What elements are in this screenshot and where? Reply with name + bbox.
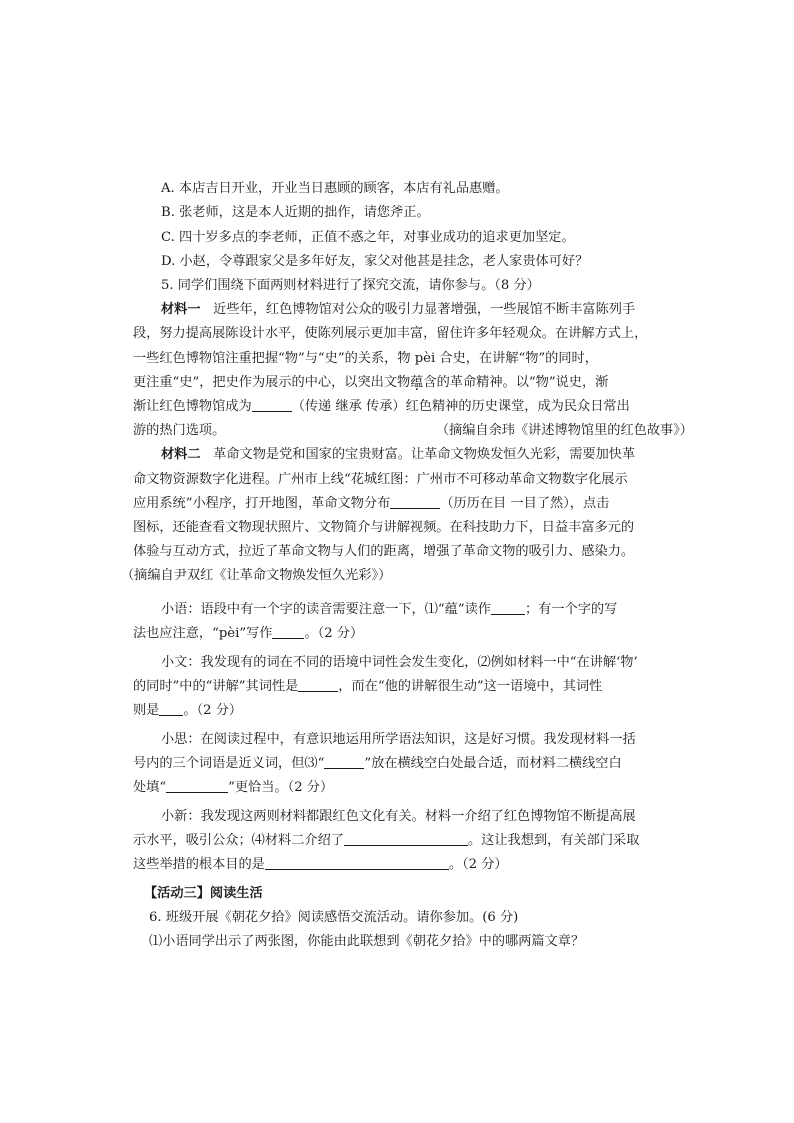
xiaosi-line-1: 小思：在阅读过程中，有意识地运用所学语法知识，这是好习惯。我发现材料一括 [161, 732, 636, 747]
q4-option-c: C. 四十岁多点的李老师，正值不惑之年，对事业成功的追求更加坚定。 [161, 230, 575, 245]
xiaosi-text-3a: 处填“ [133, 780, 167, 795]
xiaoyu-line-2 [133, 622, 693, 646]
xiaowen-text-3b: 。（2 分） [183, 703, 243, 718]
q6-stem: 6. 班级开展《朝花夕拾》阅读感悟交流活动。请你参加。(6 分) [149, 910, 519, 925]
blank-fundamental-purpose[interactable] [265, 855, 449, 870]
xiaoyu-text-1a: 小语：语段中有一个字的读音需要注意一下，⑴“蕴”读作 [161, 602, 491, 617]
xiaoyu-line-1 [161, 598, 693, 622]
xiaowen-text-2a: 的同时”中的“讲解”其词性是 [133, 679, 299, 694]
xiaosi-text-3b: ”更恰当。（2 分） [228, 780, 334, 795]
xiaoxin-text-3a: 这些举措的根本目的是 [133, 857, 265, 872]
blank-word-choice-1[interactable] [324, 754, 364, 769]
material-one-line-4 [133, 371, 693, 395]
q4-option-b: B. 张老师，这是本人近期的拙作，请您斧正。 [161, 205, 430, 220]
xiaosi-line-3 [133, 776, 693, 800]
material-one-line-5 [133, 395, 693, 419]
material-two-line-5: 体验与互动方式，拉近了革命文物与人们的距离，增强了革命文物的吸引力、感染力。 [133, 544, 635, 559]
blank-material-two[interactable] [390, 494, 440, 509]
blank-material-two-summary[interactable] [344, 831, 468, 846]
material-two-line-2: 命文物资源数字化进程。广州市上线“花城红图：广州市不可移动革命文物数字化展示 [133, 472, 628, 487]
xiaoxin-text-2b: 。这让我想到，有关部门采取 [468, 833, 640, 848]
xiaowen-line-2 [133, 675, 693, 699]
xiaoxin-line-2 [133, 829, 693, 853]
xiaowen-text-2b: ，而在“他的讲解很生动”这一语境中，其词性 [338, 679, 603, 694]
activity-three-heading: 【活动三】阅读生活 [144, 886, 263, 901]
blank-part-of-speech-2[interactable] [159, 701, 183, 716]
material-two-label: 材料二 [161, 447, 201, 462]
emphasized-char: 蕴 [410, 375, 424, 390]
q4-option-d: D. 小赵，令尊跟家父是多年好友，家父对他甚是挂念，老人家贵体可好？ [161, 254, 589, 269]
material-one-text-4: 更注重“史”，把史作为展示的中心，以突出文物 [133, 375, 411, 390]
xiaoxin-text-2a: 示水平，吸引公众；⑷材料二介绍了 [133, 833, 344, 848]
material-two-line-1 [161, 443, 693, 467]
material-two-text-3b: （历历在目 一目了然），点击 [440, 496, 610, 511]
material-one-line-2: 段，努力提高展陈设计水平，使陈列展示更加丰富，留住许多年轻观众。在讲解方式上， [133, 326, 648, 341]
blank-character[interactable] [272, 624, 304, 639]
blank-word-choice-2[interactable] [166, 778, 228, 793]
material-two-text-1: 革命文物是党和国家的宝贵财富。让革命文物焕发恒久光彩，需要加快革 [213, 447, 636, 462]
xiaoyu-text-2b: 。（2 分） [304, 626, 364, 641]
q4-option-a: A. 本店吉日开业，开业当日惠顾的顾客，本店有礼品惠赠。 [161, 181, 509, 196]
xiaoxin-text-3b: 。（2 分） [448, 857, 508, 872]
material-two-line-3 [133, 492, 693, 516]
material-one-text-5b: （传递 继承 传承）红色精神的历史课堂，成为民众日常出 [291, 399, 630, 414]
xiaowen-text-3a: 则是 [133, 703, 160, 718]
material-two-source: （摘编自尹双红《让革命文物焕发恒久光彩》） [121, 568, 392, 583]
xiaoyu-text-1b: ；有一个字的写 [524, 602, 618, 617]
blank-material-one[interactable] [252, 397, 292, 412]
material-one-source: （摘编自余玮《讲述博物馆里的红色故事》） [435, 423, 693, 438]
xiaowen-line-3 [133, 699, 693, 723]
xiaowen-line-1: 小文：我发现有的词在不同的语境中词性会发生变化，⑵例如材料一中“在讲解‘物’ [161, 655, 638, 670]
material-one-line-3: 一些红色博物馆注重把握“物”与“史”的关系，物 pèi 合史，在讲解“物”的同时， [133, 351, 598, 366]
material-two-line-4: 图标，还能查看文物现状照片、文物简介与讲解视频。在科技助力下，日益丰富多元的 [133, 520, 635, 535]
xiaoyu-text-2a: 法也应注意，“pèi”写作 [133, 626, 273, 641]
material-two-text-3a: 应用系统”小程序，打开地图，革命文物分布 [133, 496, 391, 511]
xiaoxin-line-3 [133, 853, 693, 877]
blank-part-of-speech-1[interactable] [298, 677, 338, 692]
blank-pinyin[interactable] [491, 600, 525, 615]
xiaosi-line-2 [133, 752, 693, 776]
material-one-line-1 [161, 298, 693, 322]
xiaosi-text-2b: ”放在横线空白处最合适，而材料二横线空白 [364, 756, 622, 771]
material-one-text-1: 近些年，红色博物馆对公众的吸引力显著增强，一些展馆不断丰富陈列手 [213, 302, 636, 317]
material-one-label: 材料一 [161, 302, 201, 317]
q6-sub-question-1: ⑴小语同学出示了两张图，你能由此联想到《朝花夕拾》中的哪两篇文章？ [149, 934, 585, 949]
q5-stem: 5. 同学们围绕下面两则材料进行了探究交流，请你参与。（8 分） [161, 278, 540, 293]
material-one-line-6: 游的热门选项。 [133, 423, 226, 438]
xiaoxin-line-1: 小新：我发现这两则材料都跟红色文化有关。材料一介绍了红色博物馆不断提高展 [161, 809, 636, 824]
xiaosi-text-2a: 号内的三个词语是近义词，但⑶“ [133, 756, 325, 771]
material-one-text-4b: 含的革命精神。以“物”说史，渐 [423, 375, 609, 390]
material-one-text-5a: 渐让红色博物馆成为 [133, 399, 252, 414]
